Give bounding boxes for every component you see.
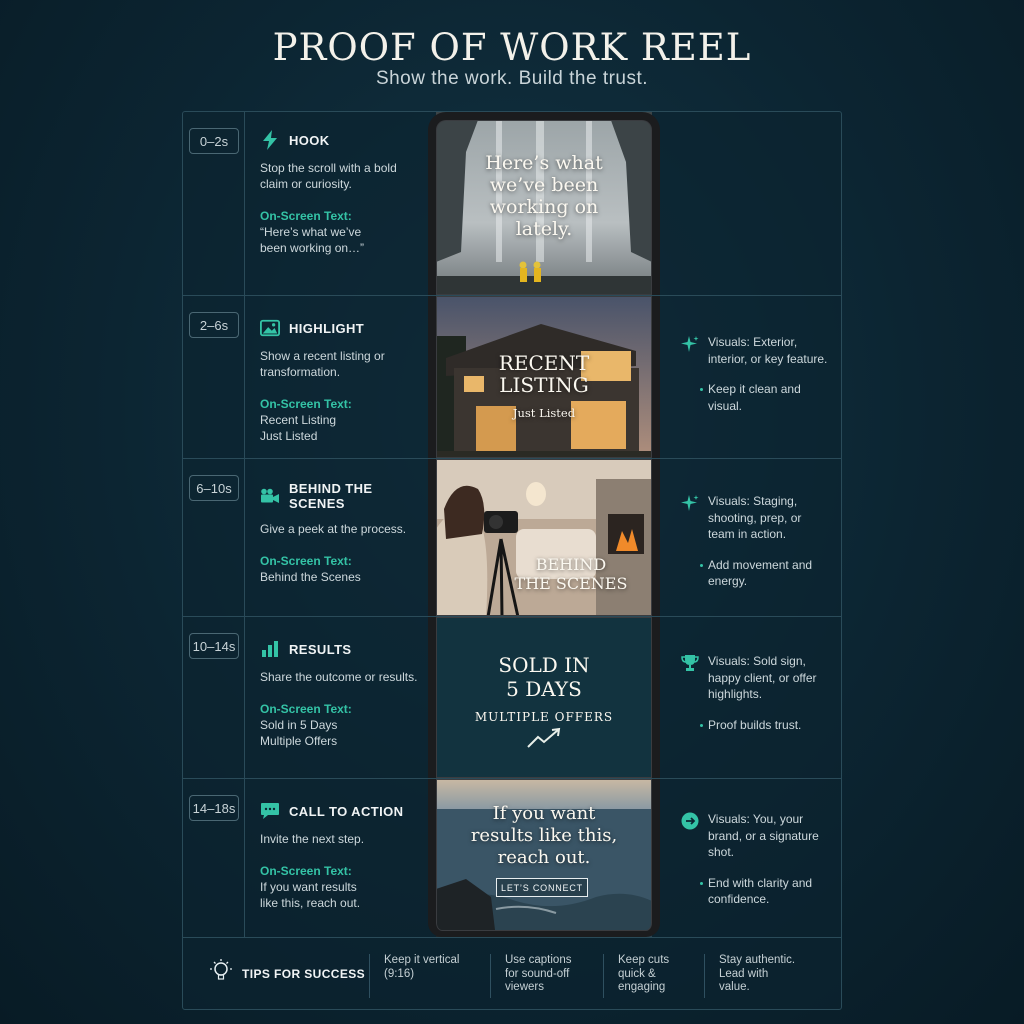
screen-line: RECENT [498,351,590,375]
image-icon [260,318,280,338]
visuals-text: Visuals: Exterior, interior, or key feature. [708,335,828,366]
on-screen-text-value: Recent Listing Just Listed [260,413,337,443]
page-title: PROOF OF WORK REEL [272,26,752,69]
time-badge: 2–6s [189,312,239,338]
tip-item: Keep cuts quick & engaging [603,954,703,998]
on-screen-text-value: “Here’s what we’ve been working on…” [260,225,365,255]
on-screen-text-label: On-Screen Text: [260,554,352,568]
on-screen-text-label: On-Screen Text: [260,397,352,411]
tips-label: TIPS FOR SUCCESS [242,966,366,981]
visuals-text: Visuals: You, your brand, or a signature shot. [708,812,819,859]
row-results [183,617,841,779]
step-label: RESULTS [289,641,352,657]
step-description: Share the outcome or results. [260,670,418,684]
step-label: HOOK [289,132,330,148]
screen-line: THE SCENES [514,574,628,593]
step-label: HIGHLIGHT [289,320,365,336]
tips-bar [183,938,841,1010]
screen-line: If you want [492,803,596,824]
on-screen-text-value: If you want results like this, reach out. [260,880,361,910]
screen-line: Here’s what [485,152,603,174]
reel-board [182,111,842,1010]
lightning-icon [260,130,280,150]
step-description: Stop the scroll with a bold claim or curiosity. [260,161,397,191]
screen-subline: MULTIPLE OFFERS [474,710,614,724]
arrow-circle-icon [680,811,700,831]
tip-bullet: End with clarity and confidence. [680,875,830,908]
screen-line: results like this, [470,825,618,846]
phone-mockup [428,296,660,458]
sparkle-icon [680,493,700,513]
tip-bullet: Proof builds trust. [680,717,830,734]
screen-subline: Just Listed [512,406,576,420]
screen-line: working on [489,196,599,218]
tip-item: Keep it vertical (9:16) [369,954,489,998]
sparkle-icon [680,334,700,354]
tip-bullet: Keep it clean and visual. [680,381,830,414]
visuals-text: Visuals: Staging, shooting, prep, or team in action. [708,494,802,541]
time-badge: 10–14s [189,633,239,659]
on-screen-text-label: On-Screen Text: [260,864,352,878]
step-description: Show a recent listing or transformation. [260,349,385,379]
screen-line: BEHIND [535,555,607,574]
phone-mockup [428,112,660,295]
trophy-icon [680,653,700,673]
bar-chart-icon [260,639,280,659]
screen-line: SOLD IN [498,653,590,677]
time-badge: 0–2s [189,128,239,154]
tip-bullet: Add movement and energy. [680,557,830,590]
on-screen-text-label: On-Screen Text: [260,702,352,716]
lets-connect-button[interactable]: LET’S CONNECT [496,878,588,897]
video-camera-icon [260,486,280,506]
on-screen-text-value: Behind the Scenes [260,570,361,584]
on-screen-text-label: On-Screen Text: [260,209,352,223]
row-behind-the-scenes [183,459,841,617]
visuals-text: Visuals: Sold sign, happy client, or offer highlights. [708,654,817,701]
phone-mockup [428,617,660,778]
row-hook [183,112,841,296]
chat-icon [260,801,280,821]
screen-line: 5 DAYS [506,677,582,701]
row-highlight [183,296,841,459]
screen-line: we’ve been [489,174,599,196]
time-badge: 14–18s [189,795,239,821]
screen-line: lately. [515,218,573,240]
step-description: Invite the next step. [260,832,365,846]
step-description: Give a peek at the process. [260,522,407,536]
tip-item: Stay authentic. Lead with value. [704,954,824,998]
screen-line: LISTING [499,373,589,397]
page-subtitle: Show the work. Build the trust. [375,68,649,89]
lightbulb-icon [209,958,233,989]
on-screen-text-value: Sold in 5 Days Multiple Offers [260,718,338,748]
screen-line: reach out. [497,847,591,868]
step-label: BEHIND THE SCENES [289,481,373,511]
row-call-to-action [183,779,841,938]
tip-item: Use captions for sound-off viewers [490,954,600,998]
time-badge: 6–10s [189,475,239,501]
step-label: CALL TO ACTION [289,803,404,819]
phone-mockup [428,779,660,937]
phone-mockup [428,459,660,616]
